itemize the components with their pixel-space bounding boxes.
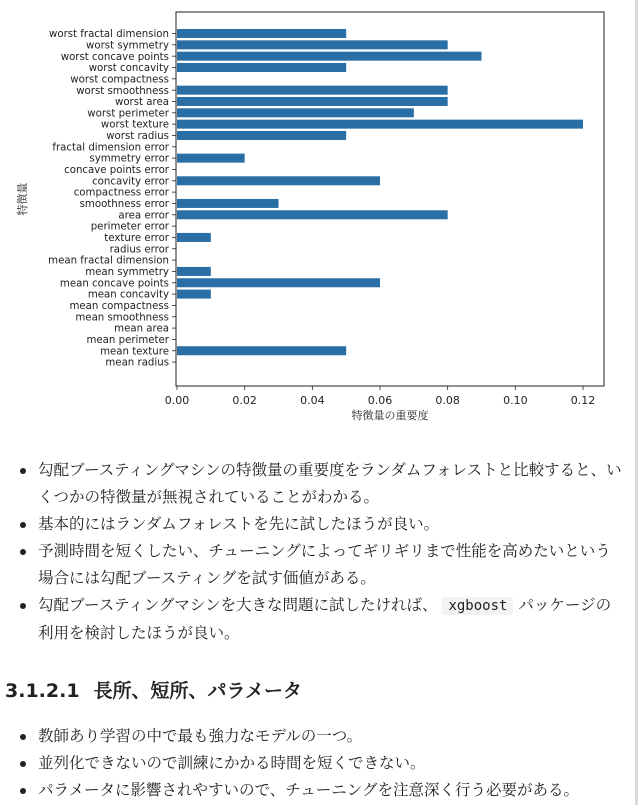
y-tick-label: mean perimeter bbox=[86, 335, 169, 347]
list-item bbox=[0, 511, 632, 538]
y-tick-label: fractal dimension error bbox=[52, 142, 169, 154]
bar bbox=[177, 154, 245, 163]
section-number: 3.1.2.1 bbox=[5, 680, 80, 702]
bar bbox=[177, 210, 448, 219]
list-item bbox=[0, 538, 632, 592]
x-tick-label: 0.08 bbox=[435, 394, 460, 407]
x-tick-label: 0.10 bbox=[503, 394, 528, 407]
x-tick-label: 0.00 bbox=[164, 394, 190, 407]
y-tick-label: mean radius bbox=[105, 357, 169, 369]
y-tick-label: concave points error bbox=[64, 165, 169, 177]
y-tick-label: mean area bbox=[114, 323, 169, 335]
bullet-text: 勾配ブースティングマシンを大きな問題に試したければ、 bbox=[38, 596, 438, 614]
y-tick-label: mean symmetry bbox=[85, 267, 169, 279]
y-tick-label: compactness error bbox=[73, 187, 169, 199]
bar bbox=[177, 29, 346, 38]
bullet-text: 並列化できないので訓練にかかる時間を短くできない。 bbox=[38, 754, 426, 772]
y-tick-label: texture error bbox=[104, 233, 169, 245]
bullet-text: 予測時間を短くしたい、チューニングによってギリギリまで性能を高めたいという場合には勾配ブースティングを試す価値がある。 bbox=[38, 542, 611, 587]
x-axis-ticks bbox=[165, 386, 596, 407]
y-tick-label: worst perimeter bbox=[87, 108, 169, 120]
bar bbox=[177, 86, 448, 95]
bar bbox=[177, 199, 279, 208]
bullet-list-notes bbox=[0, 457, 632, 647]
x-tick-label: 0.12 bbox=[570, 394, 596, 407]
y-tick-label: worst fractal dimension bbox=[49, 29, 169, 41]
y-tick-label: worst area bbox=[114, 97, 169, 109]
bar bbox=[177, 120, 583, 129]
bullet-text: 基本的にはランダムフォレストを先に試したほうが良い。 bbox=[38, 515, 440, 533]
x-tick-label: 0.04 bbox=[300, 394, 325, 407]
list-item bbox=[0, 750, 632, 777]
y-tick-label: worst radius bbox=[106, 131, 169, 143]
x-tick-label: 0.06 bbox=[367, 394, 393, 407]
bullet-list-pros-cons bbox=[0, 723, 632, 804]
y-axis-label: 特徴量 bbox=[16, 182, 29, 216]
bullet-text: 勾配ブースティングマシンの特徴量の重要度をランダムフォレストと比較すると、いくつかの特徴量が無視されていることがわかる。 bbox=[38, 461, 622, 506]
y-tick-label: perimeter error bbox=[90, 221, 169, 233]
bar bbox=[177, 290, 211, 299]
bar bbox=[177, 97, 448, 106]
bar bbox=[177, 278, 380, 287]
y-tick-label: mean compactness bbox=[69, 301, 169, 313]
x-axis-label: 特徴量の重要度 bbox=[351, 409, 429, 422]
y-tick-label: worst symmetry bbox=[86, 40, 169, 52]
bar bbox=[177, 176, 380, 185]
bullet-text: パラメータに影響されやすいので、チューニングを注意深く行う必要がある。 bbox=[38, 781, 579, 799]
inline-code-xgboost: xgboost bbox=[442, 597, 513, 615]
bar bbox=[177, 267, 211, 276]
y-tick-label: mean concave points bbox=[59, 278, 169, 290]
y-tick-label: area error bbox=[118, 210, 169, 222]
y-tick-label: worst smoothness bbox=[76, 85, 169, 97]
bar bbox=[177, 131, 346, 140]
y-tick-label: mean texture bbox=[100, 346, 169, 358]
y-tick-label: radius error bbox=[109, 244, 169, 256]
y-tick-label: worst texture bbox=[100, 119, 169, 131]
section-heading bbox=[5, 676, 302, 703]
y-tick-label: mean smoothness bbox=[75, 312, 169, 324]
y-tick-label: worst compactness bbox=[70, 74, 169, 86]
bar bbox=[177, 40, 448, 49]
bullet-text: パッケージの利用を検討したほうが良い。 bbox=[38, 596, 612, 642]
y-tick-label: symmetry error bbox=[89, 153, 169, 165]
list-item bbox=[0, 723, 632, 750]
bars-layer bbox=[177, 29, 583, 355]
bar bbox=[177, 108, 414, 117]
y-tick-label: smoothness error bbox=[79, 199, 169, 211]
section-title: 長所、短所、パラメータ bbox=[93, 680, 302, 702]
y-tick-labels bbox=[48, 29, 176, 369]
y-tick-label: worst concave points bbox=[60, 51, 169, 63]
list-item bbox=[0, 592, 632, 647]
bar bbox=[177, 63, 346, 72]
bar bbox=[177, 52, 482, 61]
bar bbox=[177, 346, 346, 355]
list-item bbox=[0, 777, 632, 804]
bar bbox=[177, 233, 211, 242]
y-tick-label: concavity error bbox=[92, 176, 169, 188]
x-tick-label: 0.02 bbox=[232, 394, 257, 407]
list-item bbox=[0, 457, 632, 511]
y-tick-label: worst concavity bbox=[88, 63, 169, 75]
bullet-text: 教師あり学習の中で最も強力なモデルの一つ。 bbox=[38, 727, 363, 745]
y-tick-label: mean fractal dimension bbox=[48, 255, 169, 267]
y-tick-label: mean concavity bbox=[87, 289, 169, 301]
